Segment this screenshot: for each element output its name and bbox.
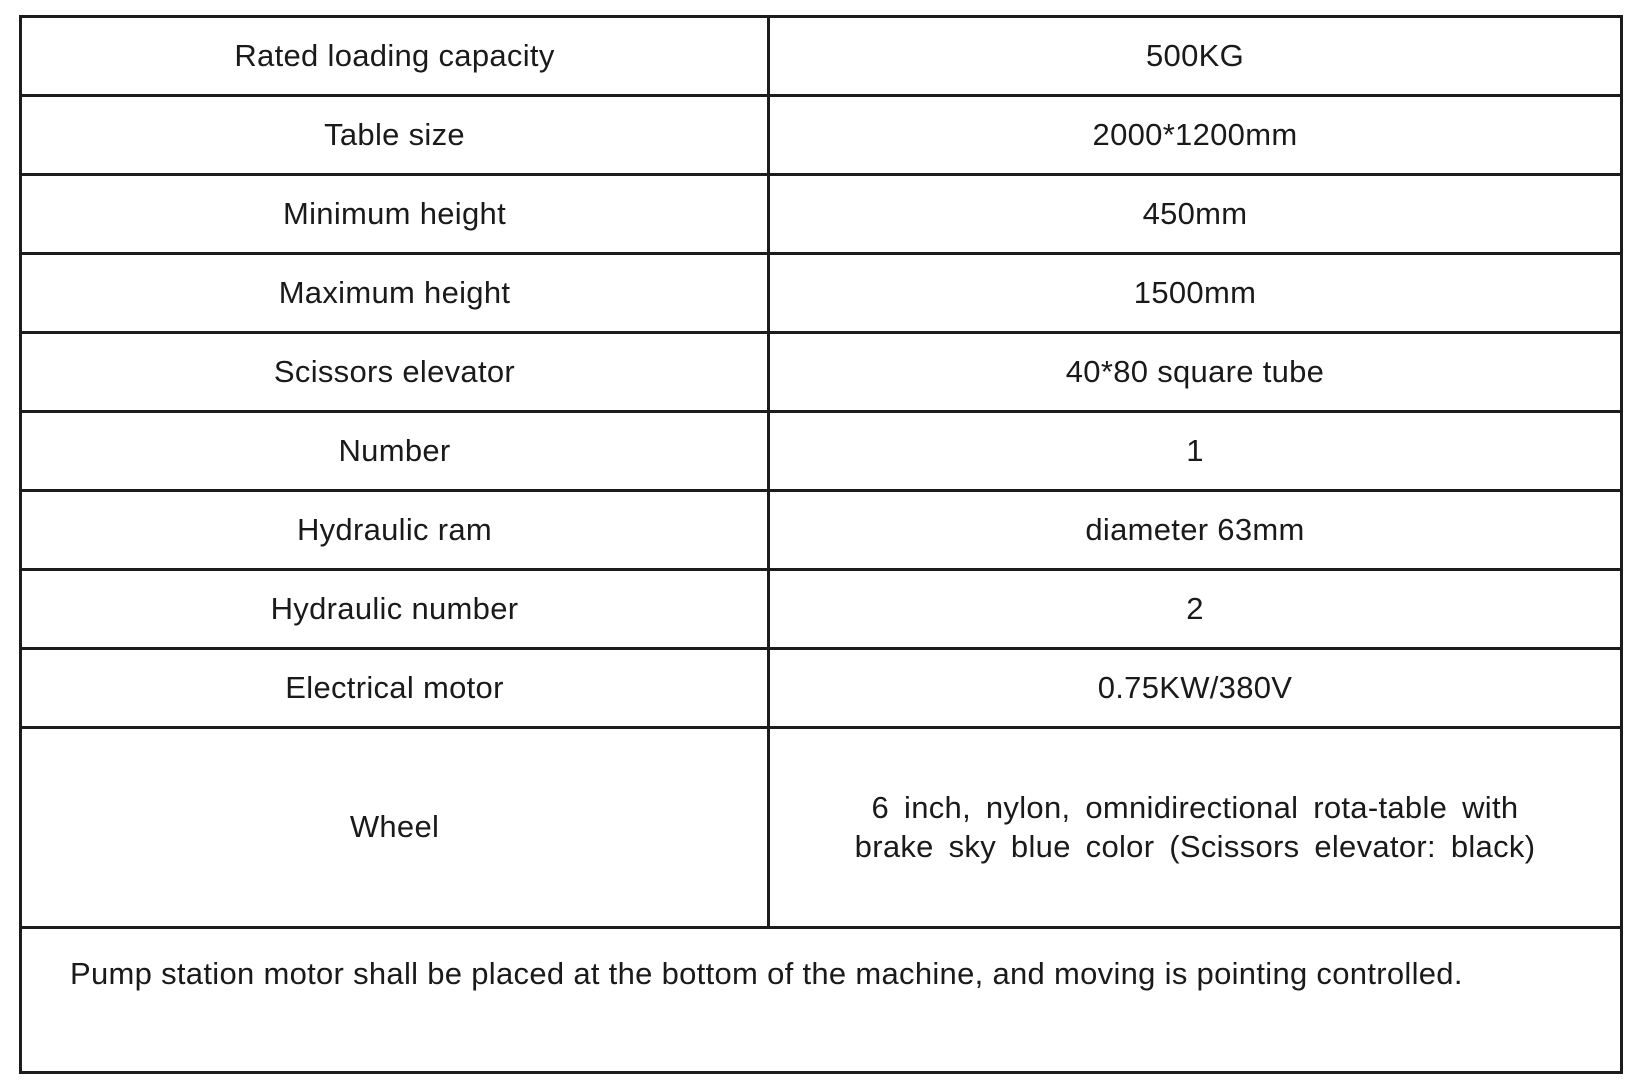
spec-value: 2000*1200mm: [769, 96, 1622, 175]
spec-value: 1: [769, 412, 1622, 491]
spec-row-scissors-elevator: [21, 333, 1622, 412]
spec-label: Rated loading capacity: [21, 17, 769, 96]
spec-row-hydraulic-number: [21, 570, 1622, 649]
spec-row-table-size: [21, 96, 1622, 175]
note-text: Pump station motor shall be placed at the bottom of the machine, and moving is pointing controlled.: [21, 928, 1622, 1073]
spec-value: 0.75KW/380V: [769, 649, 1622, 728]
spec-label: Electrical motor: [21, 649, 769, 728]
spec-label: Minimum height: [21, 175, 769, 254]
spec-row-minimum-height: [21, 175, 1622, 254]
spec-value: 40*80 square tube: [769, 333, 1622, 412]
spec-label: Scissors elevator: [21, 333, 769, 412]
spec-value: 450mm: [769, 175, 1622, 254]
spec-label: Table size: [21, 96, 769, 175]
spec-label: Wheel: [21, 728, 769, 928]
spec-row-number: [21, 412, 1622, 491]
wheel-value-line-2: brake sky blue color (Scissors elevator: black): [854, 828, 1536, 864]
spec-value-wheel: [769, 728, 1622, 928]
wheel-value-line-1: 6 inch, nylon, omnidirectional rota-table with: [871, 789, 1519, 825]
spec-row-rated-loading-capacity: [21, 17, 1622, 96]
note-row: [21, 928, 1622, 1073]
spec-label: Hydraulic ram: [21, 491, 769, 570]
spec-table: [19, 15, 1623, 1074]
spec-row-maximum-height: [21, 254, 1622, 333]
spec-value: diameter 63mm: [769, 491, 1622, 570]
spec-row-wheel: [21, 728, 1622, 928]
spec-label: Hydraulic number: [21, 570, 769, 649]
spec-value: 1500mm: [769, 254, 1622, 333]
spec-value: 2: [769, 570, 1622, 649]
spec-value: 500KG: [769, 17, 1622, 96]
spec-label: Number: [21, 412, 769, 491]
spec-row-hydraulic-ram: [21, 491, 1622, 570]
spec-row-electrical-motor: [21, 649, 1622, 728]
spec-label: Maximum height: [21, 254, 769, 333]
